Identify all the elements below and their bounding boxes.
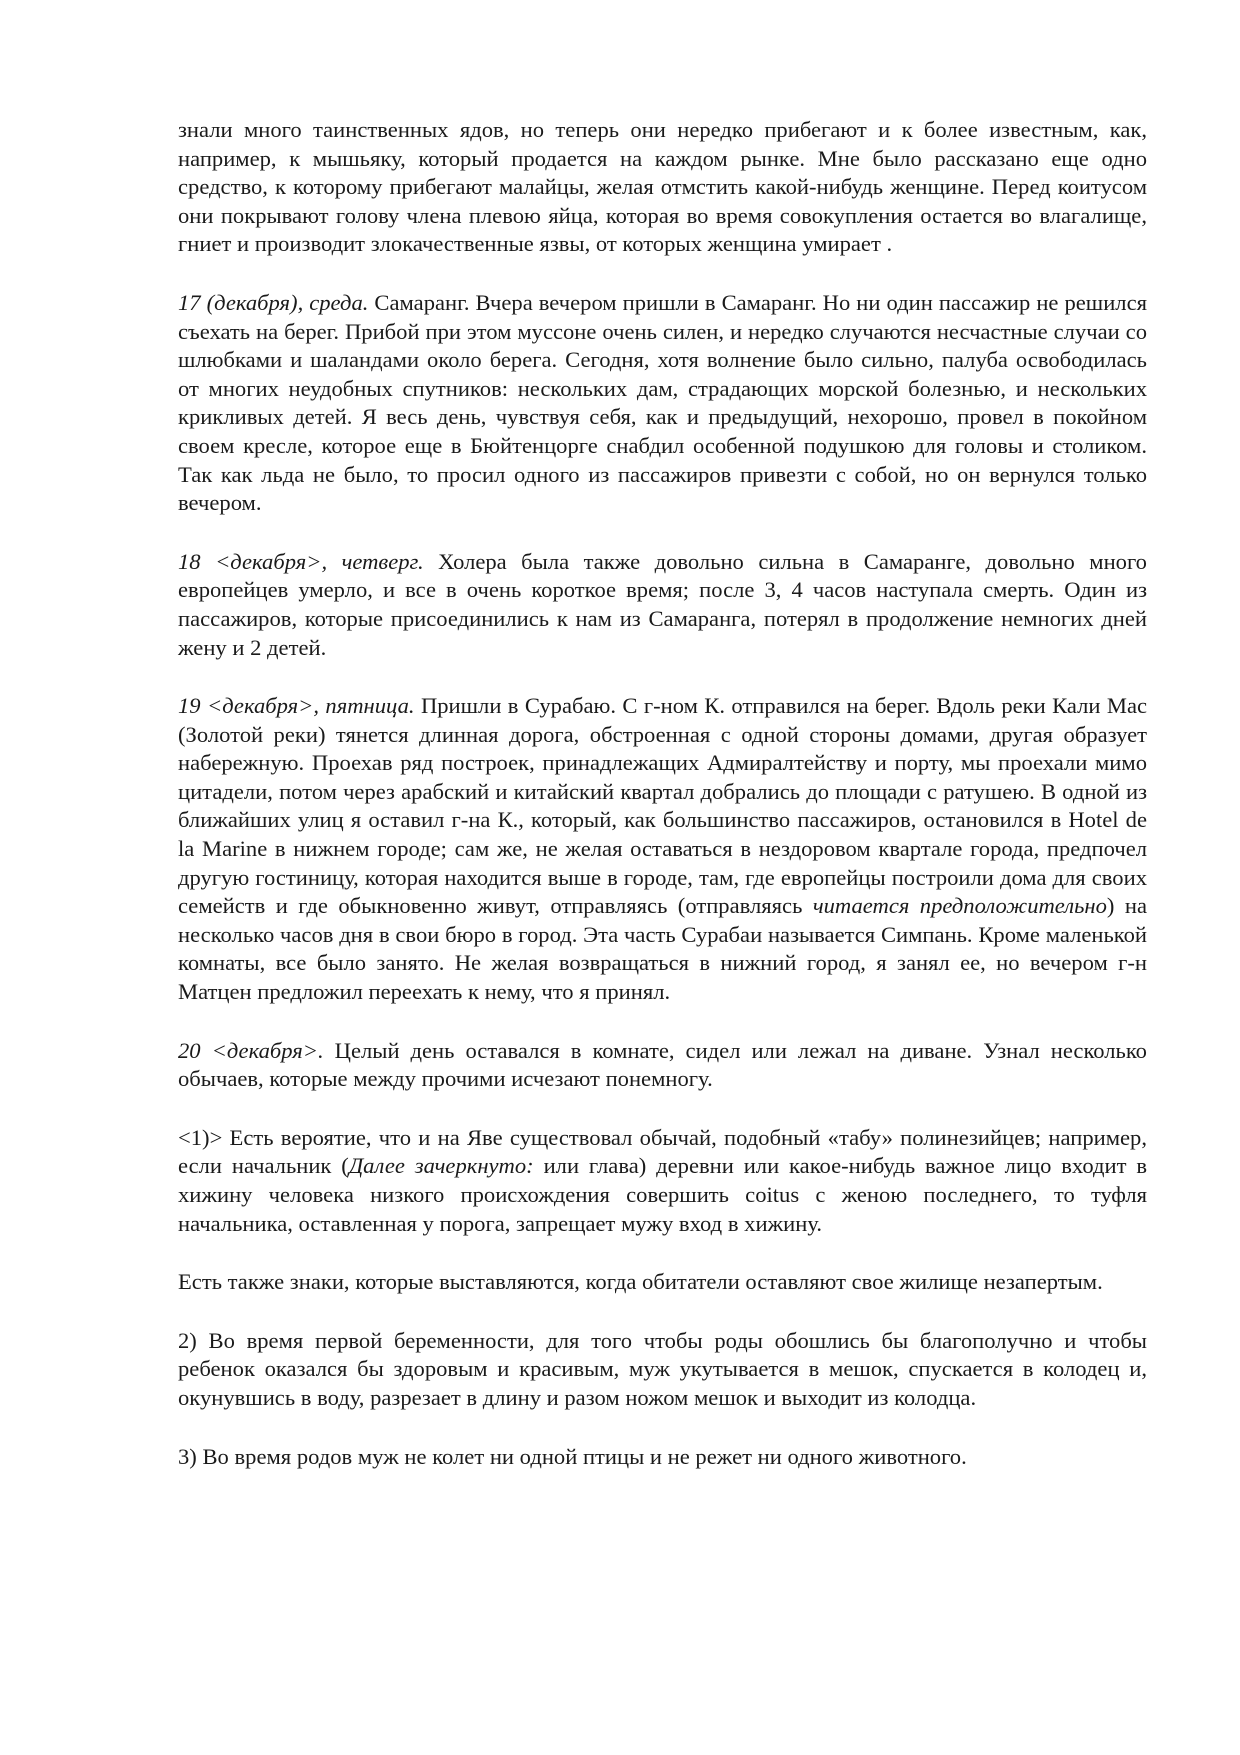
paragraph-custom-2: 2) Во время первой беременности, для того чтобы роды обошлись бы благополучно и чтобы ребенок оказался бы здоровым и красивым, муж укутывается в мешок, спускается в колодец и, окунувшись в воду, разрезает в длину и разом ножом мешок и выходит из колодца. xyxy=(178,1327,1147,1410)
paragraph-dec-18: 18 <декабря>, четверг. Холера была также довольно сильна в Самаранге, довольно много европейцев умерло, и все в очень короткое время; после 3, 4 часов наступала смерть. Один из пассажиров, которые присоединились к нам из Самаранга, потерял в продолжение немногих дней жену и 2 детей. xyxy=(178,548,1147,660)
paragraph-signs: Есть также знаки, которые выставляются, когда обитатели оставляют свое жилище незапертым. xyxy=(178,1269,1103,1295)
paragraph-dec-17: 17 (декабря), среда. Самаранг. Вчера вечером пришли в Самаранг. Но ни один пассажир не решился съехать на берег. Прибой при этом муссоне очень силен, и нередко случаются несчастные случаи со шлюбками и шаландами около берега. Сегодня, хотя волнение было сильно, палуба освободилась от многих неудобных спутников: нескольких дам, страдающих морской болезнью, и нескольких крикливых детей. Я весь день, чувствуя себя, как и предыдущий, нехорошо, провел в покойном своем кресле, которое еще в Бюйтенцорге снабдил особенной подушкою для головы и столиком. Так как льда не было, то просил одного из пассажиров привезти с собой, но он вернулся только вечером. xyxy=(178,289,1147,516)
paragraph-poisons: знали много таинственных ядов, но теперь они нередко прибегают и к более известным, как, например, к мышьяку, который продается на каждом рынке. Мне было рассказано еще одно средство, к которому прибегают малайцы, желая отмстить какой-нибудь женщине. Перед коитусом они покрывают голову члена плевою яйца, которая во время совокупления остается во влагалище, гниет и производит злокачественные язвы, от которых женщина умирает . xyxy=(178,117,1147,257)
paragraph-custom-3: 3) Во время родов муж не колет ни одной птицы и не режет ни одного животного. xyxy=(178,1443,967,1469)
paragraph-custom-1: <1)> Есть вероятие, что и на Яве существовал обычай, подобный «табу» полинезийцев; например, если начальник (Далее зачеркнуто: или глава) деревни или какое-нибудь важное лицо входит в хижину человека низкого происхождения совершить coitus с женою последнего, то туфля начальника, оставленная у порога, запрещает мужу вход в хижину. xyxy=(178,1124,1147,1236)
paragraph-dec-20: 20 <декабря>. Целый день оставался в комнате, сидел или лежал на диване. Узнал несколько обычаев, которые между прочими исчезают понемногу. xyxy=(178,1037,1147,1092)
paragraph-dec-19: 19 <декабря>, пятница. Пришли в Сурабаю. С г-ном К. отправился на берег. Вдоль реки Кали Мас (Золотой реки) тянется длинная дорога, обстроенная с одной стороны домами, другая образует набережную. Проехав ряд построек, принадлежащих Адмиралтейству и порту, мы проехали мимо цитадели, потом через арабский и китайский квартал добрались до площади с ратушею. В одной из ближайших улиц я оставил г-на К., который, как большинство пассажиров, остановился в Hotel de la Marine в нижнем городе; сам же, не желая оставаться в нездоровом квартале города, предпочел другую гостиницу, которая находится выше в городе, там, где европейцы построили дома для своих семейств и где обыкновенно живут, отправляясь (отправляясь читается предположительно) на несколько часов дня в свои бюро в город. Эта часть Сурабаи называется Симпань. Кроме маленькой комнаты, все было занято. Не желая возвращаться в нижний город, я занял ее, но вечером г-н Матцен предложил переехать к нему, что я принял. xyxy=(178,693,1147,1005)
